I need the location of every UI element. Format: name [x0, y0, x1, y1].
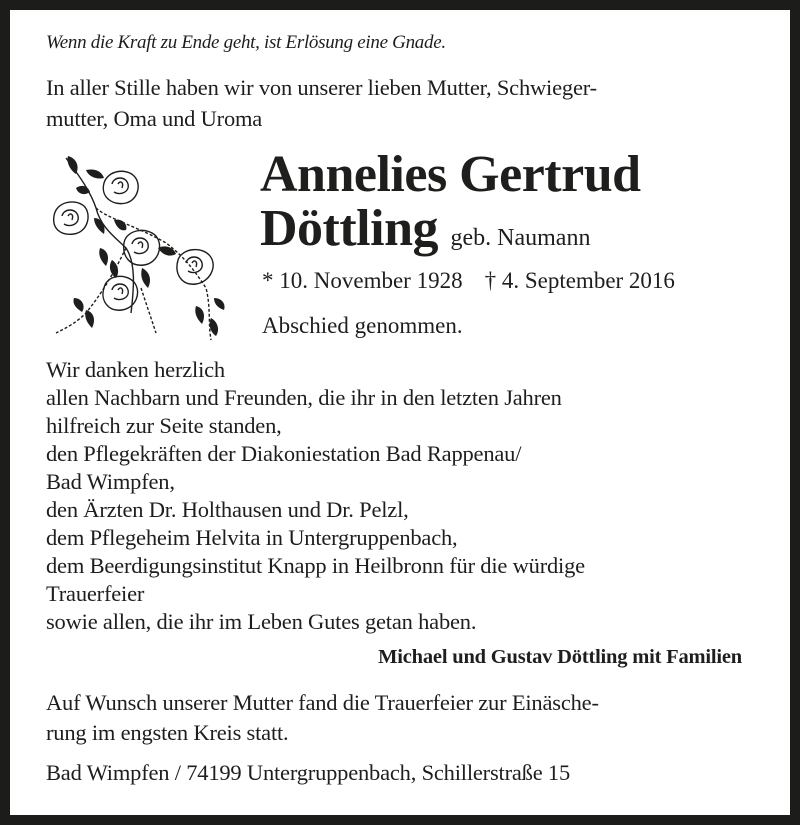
thanks-line: sowie allen, die ihr im Leben Gutes getan haben. — [46, 609, 477, 634]
intro-line: In aller Stille haben wir von unserer lieben Mutter, Schwieger- — [46, 75, 597, 100]
thanks-line: den Ärzten Dr. Holthausen und Dr. Pelzl, — [46, 497, 409, 522]
ceremony-line: Auf Wunsch unserer Mutter fand die Trauerfeier zur Einäsche- — [46, 690, 599, 715]
birth-date: * 10. November 1928 — [262, 268, 463, 293]
given-names: Annelies Gertrud — [260, 146, 641, 203]
birth-name: geb. Naumann — [450, 225, 591, 251]
obituary-card — [10, 10, 790, 815]
thanks-line: allen Nachbarn und Freunden, die ihr in den letzten Jahren — [46, 385, 562, 410]
thanks-text — [46, 356, 585, 636]
thanks-line: Wir danken herzlich — [46, 357, 225, 382]
thanks-line: Bad Wimpfen, — [46, 469, 175, 494]
intro-text — [46, 72, 597, 134]
thanks-line: hilfreich zur Seite standen, — [46, 413, 282, 438]
life-dates — [262, 268, 675, 294]
thanks-line: den Pflegekräften der Diakoniestation Bad Rappenau/ — [46, 441, 522, 466]
ceremony-line: rung im engsten Kreis statt. — [46, 720, 289, 745]
intro-line: mutter, Oma und Uroma — [46, 106, 263, 131]
thanks-line: dem Beerdigungsinstitut Knapp in Heilbronn für die würdige — [46, 553, 585, 578]
signature: Michael und Gustav Döttling mit Familien — [378, 646, 742, 668]
surname-line — [260, 202, 641, 265]
farewell-text: Abschied genommen. — [262, 313, 463, 338]
thanks-line: dem Pflegeheim Helvita in Untergruppenbach, — [46, 525, 458, 550]
roses-icon — [46, 148, 236, 343]
deceased-name — [260, 148, 641, 265]
thanks-line: Trauerfeier — [46, 581, 145, 606]
ceremony-note — [46, 688, 599, 748]
death-date: † 4. September 2016 — [484, 268, 675, 293]
surname: Döttling — [260, 200, 438, 257]
motto: Wenn die Kraft zu Ende geht, ist Erlösung eine Gnade. — [46, 32, 446, 53]
address: Bad Wimpfen / 74199 Untergruppenbach, Schillerstraße 15 — [46, 760, 571, 785]
